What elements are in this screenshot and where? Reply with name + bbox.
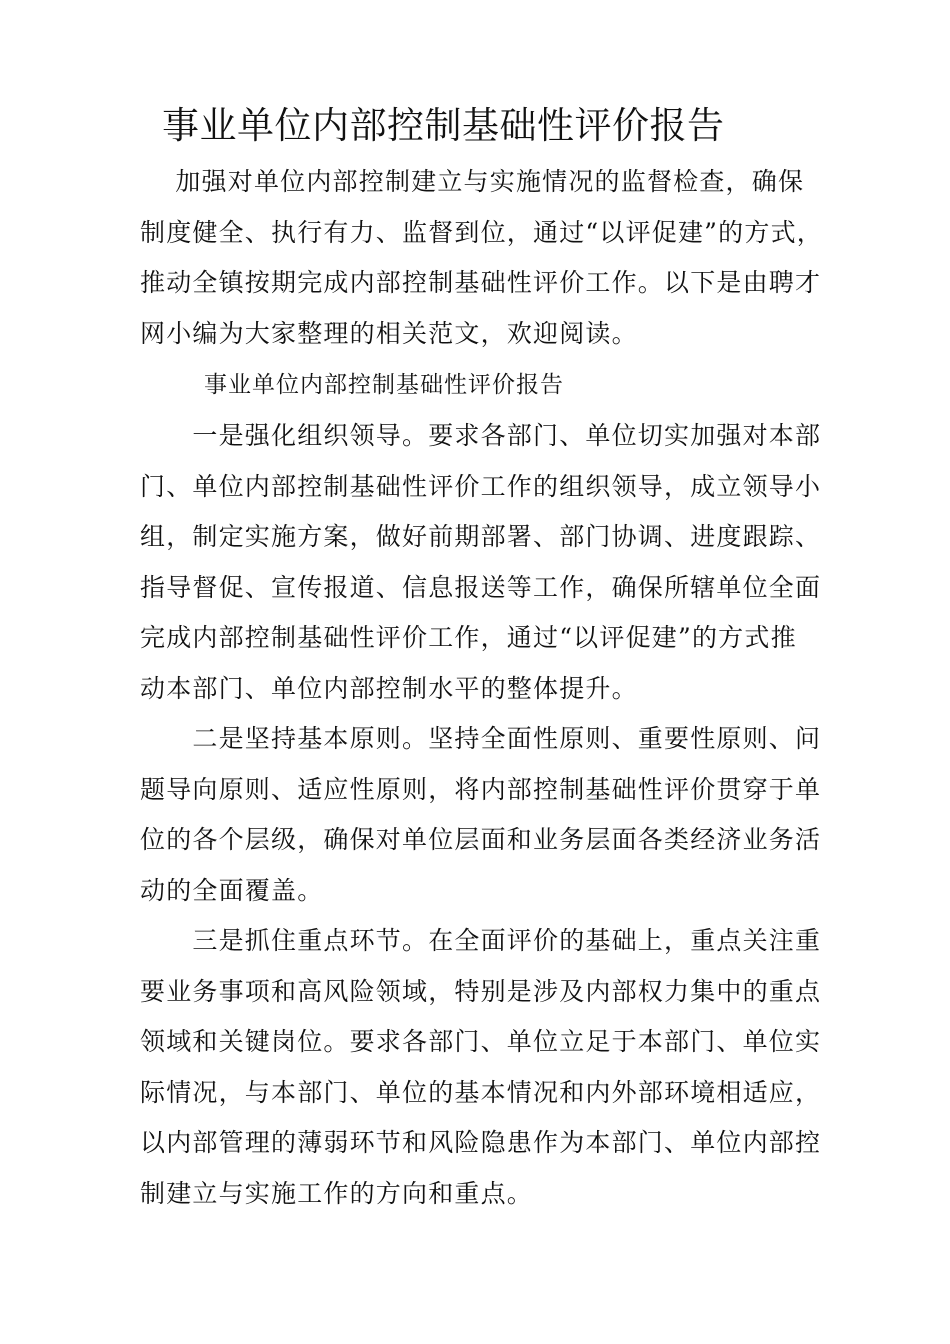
para2-line-1: 二是坚持基本原则。坚持全面性原则、重要性原则、问 (140, 724, 822, 753)
para3-line-6: 制建立与实施工作的方向和重点。 (140, 1178, 534, 1208)
para3-line-4: 际情况，与本部门、单位的基本情况和内外部环境相适应， (140, 1077, 822, 1107)
para3-line-3: 领域和关键岗位。要求各部门、单位立足于本部门、单位实 (140, 1027, 822, 1056)
para1-line-5: 完成内部控制基础性评价工作，通过“以评促建”的方式推 (140, 623, 797, 652)
para2-line-2: 题导向原则、适应性原则，将内部控制基础性评价贯穿于单 (140, 774, 822, 804)
document-title: 事业单位内部控制基础性评价报告 (162, 104, 725, 147)
para3-line-5: 以内部管理的薄弱环节和风险隐患作为本部门、单位内部控 (140, 1128, 822, 1157)
paragraph-two (140, 714, 830, 916)
paragraph-three (140, 916, 830, 1219)
intro-line-4: 网小编为大家整理的相关范文，欢迎阅读。 (140, 318, 638, 348)
para2-line-4: 动的全面覆盖。 (140, 875, 324, 905)
intro-line-1: 加强对单位内部控制建立与实施情况的监督检查，确保 (140, 167, 805, 196)
intro-paragraph (140, 157, 830, 359)
para2-line-3: 位的各个层级，确保对单位层面和业务层面各类经济业务活 (140, 825, 822, 854)
intro-line-2: 制度健全、执行有力、监督到位，通过“以评促建”的方式， (140, 217, 823, 247)
para1-line-3: 组，制定实施方案，做好前期部署、部门协调、进度跟踪、 (140, 522, 822, 551)
para1-line-4: 指导督促、宣传报道、信息报送等工作，确保所辖单位全面 (140, 572, 822, 602)
intro-line-3: 推动全镇按期完成内部控制基础性评价工作。以下是由聘才 (140, 268, 822, 297)
para1-line-2: 门、单位内部控制基础性评价工作的组织领导，成立领导小 (140, 471, 822, 501)
para1-line-6: 动本部门、单位内部控制水平的整体提升。 (140, 673, 638, 703)
para3-line-2: 要业务事项和高风险领域，特别是涉及内部权力集中的重点 (140, 976, 822, 1006)
document-body (140, 157, 830, 1219)
paragraph-one (140, 411, 830, 714)
section-heading: 事业单位内部控制基础性评价报告 (204, 372, 564, 398)
para3-line-1: 三是抓住重点环节。在全面评价的基础上，重点关注重 (140, 926, 822, 955)
para1-line-1: 一是强化组织领导。要求各部门、单位切实加强对本部 (140, 421, 822, 450)
